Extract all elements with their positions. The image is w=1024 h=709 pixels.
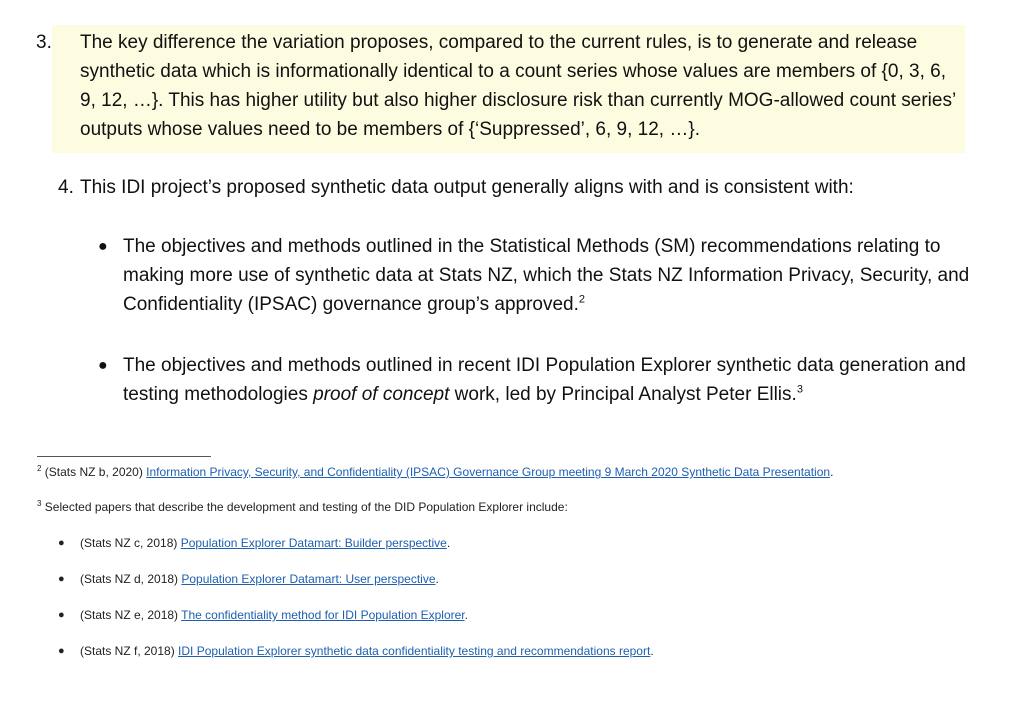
footnote-separator — [37, 456, 211, 457]
list-item-prefix: (Stats NZ e, 2018) — [80, 608, 182, 622]
footnote-2-marker: 2 — [37, 464, 42, 473]
footnote-3 — [37, 499, 997, 515]
list-item-suffix: . — [650, 644, 654, 658]
list-item-suffix: . — [464, 608, 468, 622]
list-item-link[interactable]: IDI Population Explorer synthetic data confidentiality testing and recommendations report — [178, 644, 651, 658]
bullet-icon: ● — [98, 238, 108, 255]
paragraph-4-number: 4. — [58, 177, 74, 198]
bullet-2-italic: proof of concept — [313, 384, 450, 405]
bullet-2-text-before: The objectives and methods outlined in recent IDI Population Explorer synthetic data generation and testing methodologies — [123, 355, 966, 405]
list-item-link[interactable]: Population Explorer Datamart: User perspective — [181, 572, 436, 586]
bullet-1-text: The objectives and methods outlined in the Statistical Methods (SM) recommendations relating to making more use of synthetic data at Stats NZ, which the Stats NZ Information Privacy, Security, and Confidentiality (IPSAC) governance group’s approved. — [123, 236, 970, 315]
paragraph-3 — [36, 28, 963, 144]
footnote-3-text: Selected papers that describe the development and testing of the DID Population Explorer include: — [44, 500, 568, 514]
bullet-item-sm-recommendations — [98, 232, 978, 319]
list-item-prefix: (Stats NZ f, 2018) — [80, 644, 179, 658]
footnote-2 — [37, 464, 997, 480]
footnote-ref-3[interactable]: 3 — [796, 383, 803, 396]
list-item-suffix: . — [446, 536, 451, 550]
paragraph-4-text: This IDI project’s proposed synthetic data output generally aligns with and is consistent with: — [80, 177, 854, 198]
list-item — [58, 643, 958, 679]
footnote-2-suffix: . — [830, 465, 834, 479]
footnote-2-prefix: (Stats NZ b, 2020) — [44, 465, 147, 479]
bullet-item-population-explorer — [98, 351, 978, 409]
footnote-3-list — [58, 535, 958, 679]
bullet-icon: ● — [58, 537, 65, 549]
list-item — [58, 571, 958, 607]
list-item-link[interactable]: The confidentiality method for IDI Population Explorer — [181, 608, 465, 622]
footnote-ref-2[interactable]: 2 — [578, 293, 586, 306]
footnote-2-link[interactable]: Information Privacy, Security, and Confidentiality (IPSAC) Governance Group meeting 9 March 2020 Synthetic Data Presentation — [146, 465, 831, 479]
list-item-suffix: . — [435, 572, 439, 586]
bullet-icon: ● — [58, 645, 65, 657]
bullet-icon: ● — [58, 609, 65, 621]
paragraph-3-text: The key difference the variation proposes, compared to the current rules, is to generate and release synthetic data which is informationally identical to a count series whose values are members of {0, 3, 6, 9, 12, …}. This has higher utility but also higher disclosure risk than currently MOG-allowed count series’ outputs whose values need to be members of {‘Suppressed’, 6, 9, 12, …}. — [80, 32, 956, 140]
footnote-3-marker: 3 — [37, 499, 42, 508]
list-item-prefix: (Stats NZ c, 2018) — [80, 536, 181, 550]
paragraph-3-number: 3. — [36, 32, 52, 53]
bullet-2-text-after: work, led by Principal Analyst Peter Ellis. — [449, 384, 797, 405]
list-item — [58, 535, 958, 571]
list-item — [58, 607, 958, 643]
bullet-icon: ● — [98, 357, 108, 374]
list-item-prefix: (Stats NZ d, 2018) — [80, 572, 182, 586]
bullet-icon: ● — [58, 573, 65, 585]
list-item-link[interactable]: Population Explorer Datamart: Builder perspective — [180, 536, 447, 550]
paragraph-4 — [58, 173, 978, 202]
